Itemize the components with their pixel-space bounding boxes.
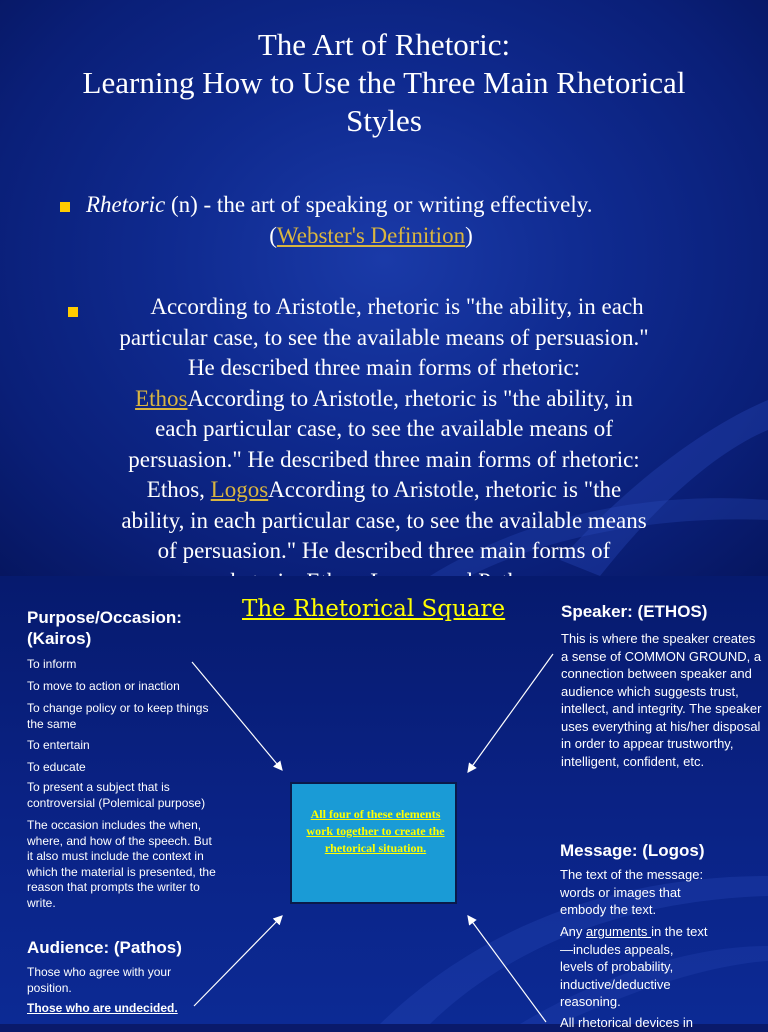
- audience-heading: Audience: (Pathos): [27, 938, 182, 957]
- list-item: To inform: [27, 657, 77, 671]
- slide-rhetorical-square: [0, 576, 768, 1030]
- definition-line: [86, 190, 676, 221]
- message-heading: Message: (Logos): [560, 841, 705, 860]
- arrow-message: [468, 916, 546, 1022]
- list-item: To entertain: [27, 738, 90, 752]
- arrow-speaker: [468, 654, 553, 772]
- heading-line: (Kairos): [27, 629, 92, 648]
- definition-text: (n) - the art of speaking or writing effectively.: [165, 192, 593, 217]
- ethos-link[interactable]: Ethos: [135, 385, 188, 411]
- message-devices: All rhetorical devices in: [560, 1015, 693, 1030]
- bullet-icon: [60, 202, 70, 212]
- title-line: Learning How to Use the Three Main Rhetorical: [82, 65, 686, 100]
- heading-line: Purpose/Occasion:: [27, 608, 182, 627]
- text-fragment: Any: [560, 924, 587, 939]
- definition-source: [66, 221, 676, 252]
- para-line: [64, 475, 704, 506]
- arrow-audience: [194, 916, 282, 1006]
- para-line: ability, in each particular case, to see the available means: [121, 507, 647, 533]
- para-line: particular case, to see the available means of persuasion.": [119, 324, 649, 350]
- logos-link[interactable]: Logos: [210, 477, 269, 502]
- message-text: The text of the message: words or images that embody the text.: [560, 867, 704, 917]
- para-text: According to Aristotle, rhetoric is "the ability, in: [187, 385, 633, 411]
- speaker-text: This is where the speaker creates a sense of COMMON GROUND, a connection between speaker and audience which suggests trust, intellect, and integrity. The speaker uses everything at his/her disposal in order to appear trustworthy, intelligent, confident, etc.: [561, 631, 762, 769]
- paren-open: (: [269, 222, 277, 248]
- para-line: According to Aristotle, rhetoric is "the ability, in each: [150, 294, 644, 319]
- para-line: of persuasion." He described three main forms of: [157, 538, 611, 563]
- list-item: To move to action or inaction: [27, 679, 180, 693]
- arguments-link[interactable]: arguments: [586, 924, 652, 939]
- para-line: each particular case, to see the available means of: [155, 416, 613, 441]
- rhetoric-definition: [86, 190, 676, 251]
- text-fragment: in the text—includes appeals, levels of probability, inductive/deductive reasoning.: [560, 924, 708, 1009]
- list-item: To educate: [27, 760, 86, 774]
- para-line: persuasion." He described three main forms of rhetoric:: [128, 446, 640, 472]
- list-item: To change policy or to keep things the same: [27, 701, 209, 731]
- center-text: All four of these elements work together to create the rhetorical situation.: [306, 807, 445, 855]
- para-line: [64, 384, 704, 415]
- speaker-heading: Speaker: (ETHOS): [561, 602, 708, 621]
- list-item: Those who are undecided.: [27, 1001, 178, 1015]
- websters-definition-link[interactable]: Webster's Definition: [276, 222, 466, 248]
- page-title: [20, 26, 748, 140]
- para-text: According to Aristotle, rhetoric is "the: [268, 477, 622, 502]
- rhetorical-square-title: The Rhetorical Square: [242, 596, 506, 622]
- arrow-purpose: [192, 662, 282, 770]
- term: Rhetoric: [86, 192, 166, 217]
- list-item: To present a subject that is controversial (Polemical purpose): [27, 780, 206, 810]
- paren-close: ): [465, 222, 473, 248]
- title-line: The Art of Rhetoric:: [257, 27, 511, 62]
- title-line: Styles: [346, 103, 422, 138]
- arrows: [0, 576, 768, 1024]
- para-line: He described three main forms of rhetoric:: [187, 355, 581, 380]
- aristotle-paragraph: [64, 292, 704, 597]
- list-item: Those who agree with your position.: [27, 965, 172, 995]
- para-text: Ethos,: [146, 477, 211, 502]
- list-item: The occasion includes the when, where, and how of the speech. But it also must include the context in which the material is presented, the reason that prompts the writer to write.: [27, 818, 216, 910]
